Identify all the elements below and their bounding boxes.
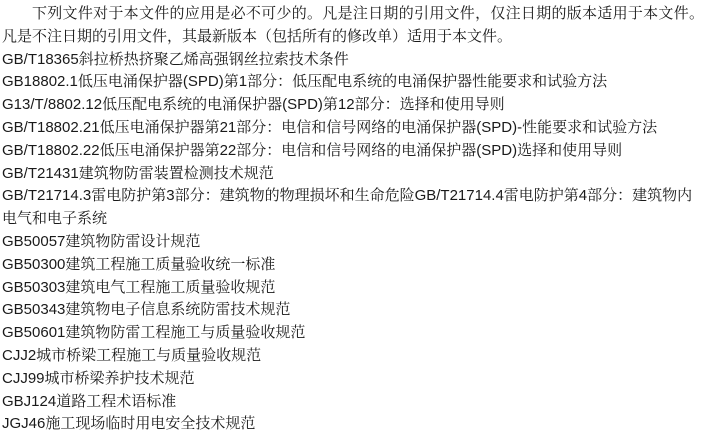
reference-list xyxy=(2,49,704,434)
reference-line: JGJ46施工现场临时用电安全技术规范 xyxy=(2,415,256,433)
reference-line: GBJ124道路工程术语标准 xyxy=(2,392,177,410)
reference-line: GB50303建筑电气工程施工质量验收规范 xyxy=(2,278,276,296)
intro-paragraph: 下列文件对于本文件的应用是必不可少的。凡是注日期的引用文件，仅注日期的版本适用于本文件。凡是不注日期的引用文件，其最新版本（包括所有的修改单）适用于本文件。 xyxy=(2,5,704,45)
reference-line: GB50057建筑物防雷设计规范 xyxy=(2,232,201,250)
reference-line: GB/T21431建筑物防雷装置检测技术规范 xyxy=(2,164,274,182)
reference-line: G13/T/8802.12低压配电系统的电涌保护器(SPD)第12部分：选择和使用导则 xyxy=(2,96,505,114)
reference-line: GB/T21714.3雷电防护第3部分：建筑物的物理损坏和生命危险GB/T21714.4雷电防护第4部分：建筑物内电气和电子系统 xyxy=(2,187,693,228)
reference-line: GB/T18802.22低压电涌保护器第22部分：电信和信号网络的电涌保护器(SPD)选择和使用导则 xyxy=(2,141,623,159)
reference-line: GB18802.1低压电涌保护器(SPD)第1部分：低压配电系统的电涌保护器性能要求和试验方法 xyxy=(2,73,608,91)
reference-line: GB50300建筑工程施工质量验收统一标准 xyxy=(2,255,276,273)
reference-line: CJJ2城市桥梁工程施工与质量验收规范 xyxy=(2,346,262,364)
reference-line: GB/T18802.21低压电涌保护器第21部分：电信和信号网络的电涌保护器(SPD)-性能要求和试验方法 xyxy=(2,118,658,136)
reference-line: GB/T18365斜拉桥热挤聚乙烯高强钢丝拉索技术条件 xyxy=(2,50,349,68)
reference-line: GB50343建筑物电子信息系统防雷技术规范 xyxy=(2,301,291,319)
reference-line: GB50601建筑物防雷工程施工与质量验收规范 xyxy=(2,324,306,342)
reference-line: CJJ99城市桥梁养护技术规范 xyxy=(2,369,195,387)
